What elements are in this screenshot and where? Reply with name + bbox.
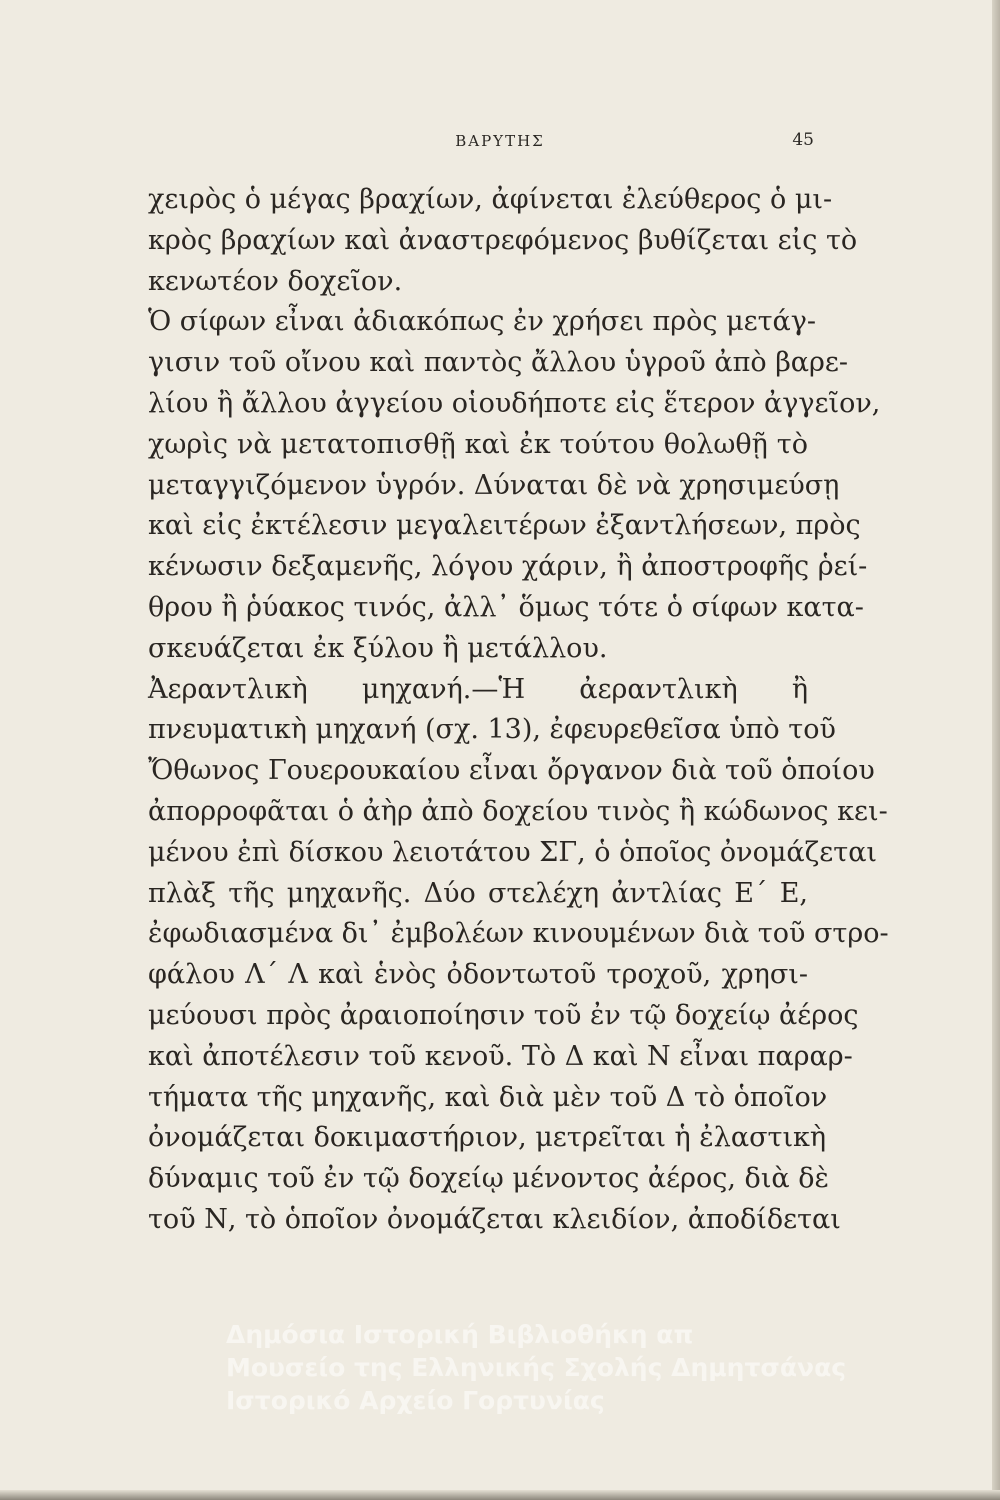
text-line: μεύουσι πρὸς ἀραιοποίησιν τοῦ ἐν τῷ δοχείῳ ἀέρος [148, 999, 859, 1031]
text-line: θρου ἢ ῥύακος τινός, ἀλλ᾽ ὅμως τότε ὁ σίφων κατα- [148, 591, 864, 623]
page-edge-bottom [0, 1490, 1000, 1500]
text-line: σκευάζεται ἐκ ξύλου ἢ μετάλλου. [148, 632, 608, 664]
text-line: ἐφωδιασμένα δι᾽ ἐμβολέων κινουμένων διὰ τοῦ στρο- [148, 918, 889, 950]
text-line: ὀνομάζεται δοκιμαστήριον, μετρεῖται ἡ ἐλαστικὴ [148, 1122, 827, 1154]
text-line: τοῦ Ν, τὸ ὁποῖον ὀνομάζεται κλειδίον, ἀποδίδεται [148, 1203, 841, 1235]
text-line: κρὸς βραχίων καὶ ἀναστρεφόμενος βυθίζεται εἰς τὸ [148, 224, 858, 256]
text-line: πλὰξ τῆς μηχανῆς. Δύο στελέχη ἀντλίας Ε΄ Ε, [148, 877, 808, 909]
library-watermark [226, 1318, 986, 1417]
text-line: χωρὶς νὰ μετατοπισθῇ καὶ ἐκ τούτου θολωθῇ τὸ [148, 428, 808, 460]
text-line: τήματα τῆς μηχανῆς, καὶ διὰ μὲν τοῦ Δ τὸ ὁποῖον [148, 1081, 828, 1113]
page-header [0, 128, 1000, 158]
watermark-line: Δημόσια Ιστορική Βιβλιοθήκη απ [226, 1320, 694, 1349]
page-number: 45 [792, 130, 814, 150]
text-line: κένωσιν δεξαμενῆς, λόγου χάριν, ἢ ἀποστροφῆς ῥεί- [148, 551, 868, 583]
text-line: κενωτέον δοχεῖον. [148, 265, 403, 297]
page-edge-right [992, 0, 1000, 1500]
text-line: καὶ ἀποτέλεσιν τοῦ κενοῦ. Τὸ Δ καὶ Ν εἶναι παραρ- [148, 1040, 853, 1072]
text-line: δύναμις τοῦ ἐν τῷ δοχείῳ μένοντος ἀέρος, διὰ δὲ [148, 1163, 829, 1195]
watermark-line: Ιστορικό Αρχείο Γορτυνίας [226, 1386, 605, 1415]
text-line: χειρὸς ὁ μέγας βραχίων, ἀφίνεται ἐλεύθερος ὁ μι- [148, 184, 833, 215]
watermark-line: Μουσείο της Ελληνικής Σχολής Δημητσάνας [226, 1353, 847, 1382]
body-text [148, 180, 889, 1241]
text-line: μένου ἐπὶ δίσκου λειοτάτου ΣΓ, ὁ ὁποῖος ὀνομάζεται [148, 836, 878, 868]
text-line: φάλου Λ΄ Λ καὶ ἑνὸς ὀδοντωτοῦ τροχοῦ, χρησι- [148, 959, 808, 991]
text-line: Ὁ σίφων εἶναι ἀδιακόπως ἐν χρήσει πρὸς μετάγ- [148, 306, 817, 338]
text-line: Ὄθωνος Γουερουκαίου εἶναι ὄργανον διὰ τοῦ ὁποίου [148, 755, 875, 787]
running-head: ΒΑΡΥΤΗΣ [455, 132, 545, 150]
text-line: Ἀεραντλικὴ μηχανή.—Ἡ ἀεραντλικὴ ἢ [148, 673, 808, 705]
text-line: πνευματικὴ μηχανή (σχ. 13), ἐφευρεθεῖσα ὑπὸ τοῦ [148, 714, 836, 746]
text-line: καὶ εἰς ἐκτέλεσιν μεγαλειτέρων ἐξαντλήσεων, πρὸς [148, 510, 861, 542]
text-line: λίου ἢ ἄλλου ἀγγείου οἱουδήποτε εἰς ἕτερον ἀγγεῖον, [148, 387, 881, 419]
text-line: ἀπορροφᾶται ὁ ἀὴρ ἀπὸ δοχείου τινὸς ἢ κώδωνος κει- [148, 795, 888, 827]
text-line: γισιν τοῦ οἴνου καὶ παντὸς ἄλλου ὑγροῦ ἀπὸ βαρε- [148, 347, 849, 379]
text-line: μεταγγιζόμενον ὑγρόν. Δύναται δὲ νὰ χρησιμεύσῃ [148, 469, 840, 501]
